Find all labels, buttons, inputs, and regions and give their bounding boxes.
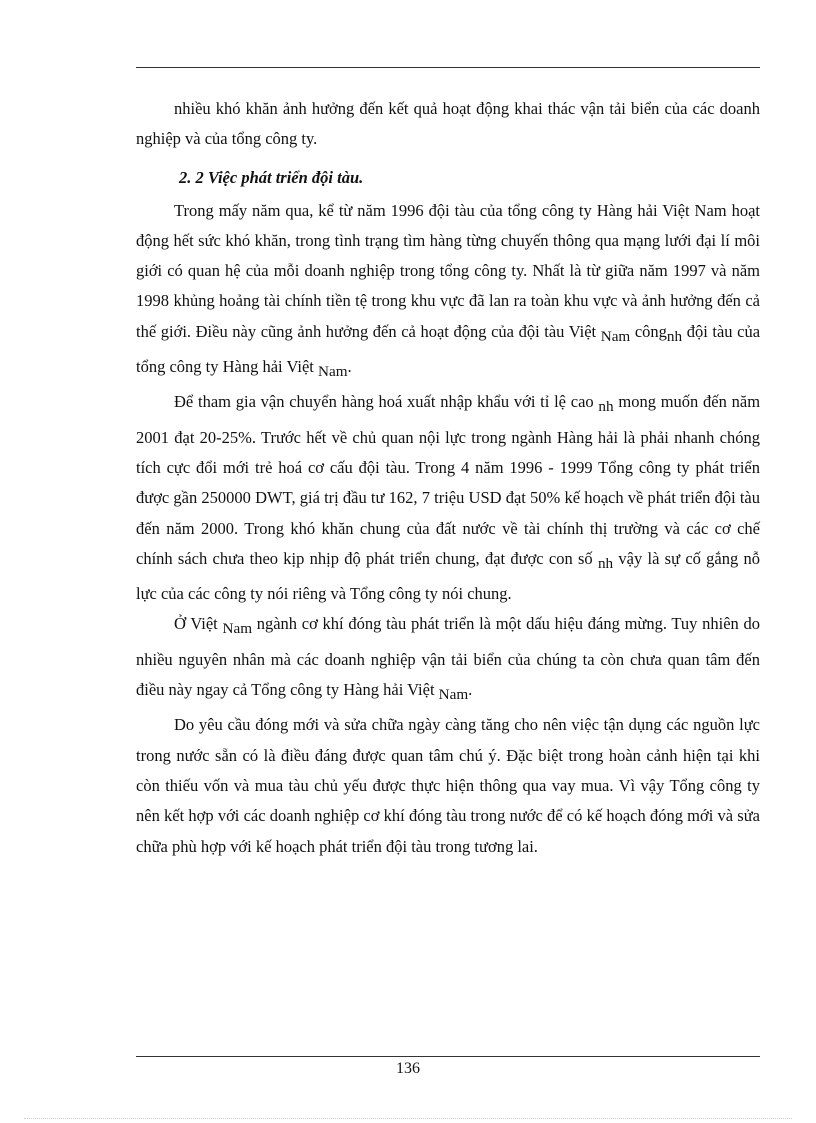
header-rule: [136, 67, 760, 68]
section-heading: 2. 2 Việc phát triển đội tàu.: [179, 167, 364, 187]
paragraph-continuation: nhiều khó khăn ảnh hưởng đến kết quả hoạt động khai thác vận tải biển của các doanh nghiệp và của tổng công ty.: [136, 99, 760, 149]
paragraph-fleet-targets: Để tham gia vận chuyển hàng hoá xuất nhập khẩu với tỉ lệ cao nh mong muốn đến năm 2001 đạt 20-25%. Trước hết về chủ quan nội lực trong ngành Hàng hải là phải nhanh chóng tích cực đổi mới trẻ hoá cơ cấu đội tàu. Trong 4 năm 1996 - 1999 Tổng công ty phát triển được gần 250000 DWT, giá trị đầu tư 162, 7 triệu USD đạt 50% kế hoạch về phát triển đội tàu đến năm 2000. Trong khó khăn chung của đất nước về tài chính thị trường và các cơ chế chính sách chưa theo kịp nhịp độ phát triển chung, đạt được con số nh vậy là sự cố gắng nỗ lực của các công ty nói riêng và Tổng công ty nói chung.: [136, 392, 761, 604]
page-body: [136, 94, 760, 862]
page-edge-dotted-line: [24, 1118, 792, 1119]
paragraph-domestic-resources: Do yêu cầu đóng mới và sửa chữa ngày càng tăng cho nên việc tận dụng các nguồn lực trong nước sẵn có là điều đáng được quan tâm chú ý. Đặc biệt trong hoàn cảnh hiện tại khi còn thiếu vốn và mua tàu chủ yếu được thực hiện thông qua vay mua. Vì vậy Tổng công ty nên kết hợp với các doanh nghiệp cơ khí đóng tàu trong nước để có kế hoạch đóng mới và sửa chữa phù hợp với kế hoạch phát triển đội tàu trong tương lai.: [136, 715, 760, 856]
page-number: 136: [396, 1060, 420, 1077]
footer-rule: [136, 1056, 760, 1057]
paragraph-shipbuilding: Ở Việt Nam ngành cơ khí đóng tàu phát triển là một dấu hiệu đáng mừng. Tuy nhiên do nhiều nguyên nhân mà các doanh nghiệp vận tải biển của chúng ta còn chưa quan tâm đến điều này ngay cả Tổng công ty Hàng hải Việt Nam.: [136, 614, 761, 704]
paragraph-fleet-difficulties: Trong mấy năm qua, kể từ năm 1996 đội tàu của tổng công ty Hàng hải Việt Nam hoạt động hết sức khó khăn, trong tình trạng tìm hàng từng chuyến thông qua mạng lưới đại lí môi giới có quan hệ của mỗi doanh nghiệp trong tổng công ty. Nhất là từ giữa năm 1997 và năm 1998 khủng hoảng tài chính tiền tệ trong khu vực đã lan ra toàn khu vực và ảnh hưởng đến cả thế giới. Điều này cũng ảnh hưởng đến cả hoạt động của đội tàu Việt Nam côngnh đội tàu của tổng công ty Hàng hải Việt Nam.: [136, 200, 761, 381]
